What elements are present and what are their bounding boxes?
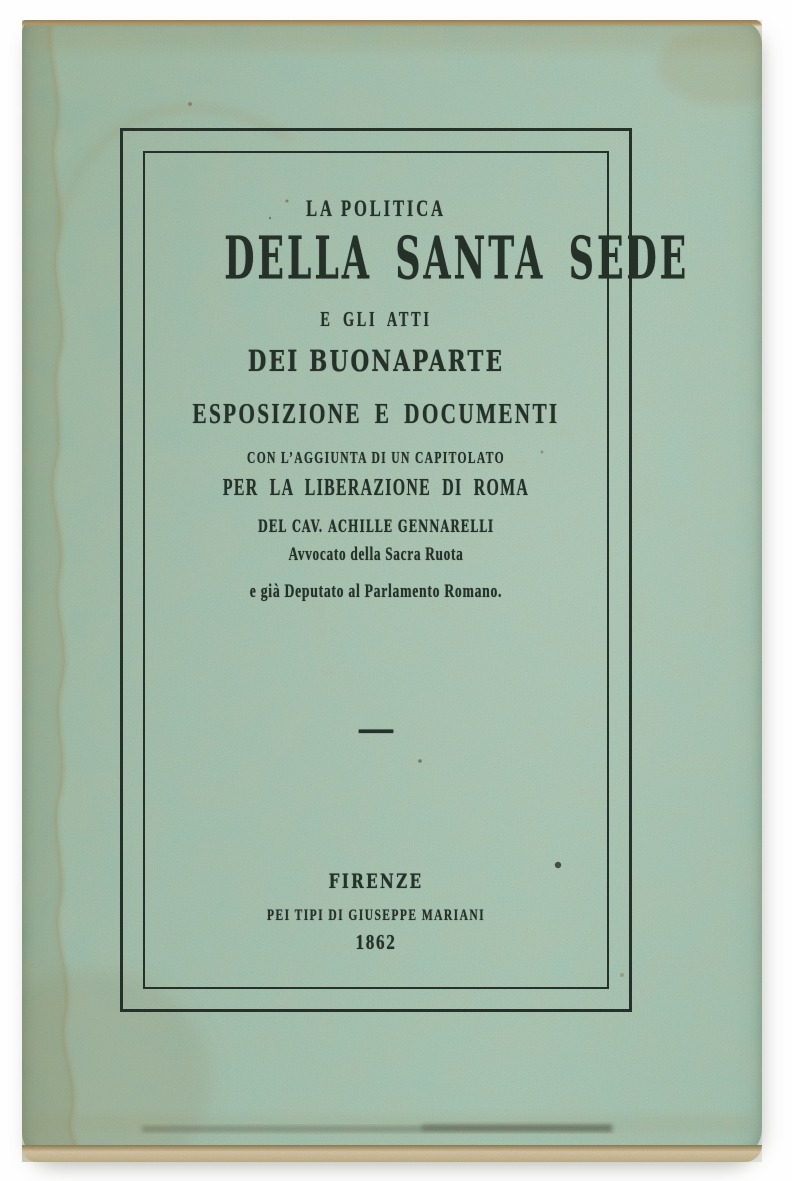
- series-line: LA POLITICA: [306, 196, 446, 221]
- author-credential-1: Avvocato della Sacra Ruota: [288, 544, 464, 565]
- secondary-title: DEI BUONAPARTE: [247, 344, 505, 378]
- descriptor-line: ESPOSIZIONE E DOCUMENTI: [192, 399, 560, 430]
- author-line: DEL CAV. ACHILLE GENNARELLI: [257, 517, 495, 537]
- book-bottom-pages-edge: [22, 1145, 762, 1162]
- connector-line: E GLI ATTI: [320, 307, 432, 331]
- imprint-year: 1862: [355, 930, 397, 954]
- addendum-line-2: PER LA LIBERAZIONE DI ROMA: [222, 475, 530, 501]
- imprint-city: FIRENZE: [328, 869, 424, 893]
- book-cover: [22, 20, 762, 1162]
- separator-rule-glyph: —: [359, 699, 393, 755]
- addendum-line-1: CON L’AGGIUNTA DI UN CAPITOLATO: [247, 448, 505, 467]
- separator-rule: [123, 699, 629, 755]
- double-rule-frame-outer: [120, 128, 690, 1012]
- author-credential-2: e già Deputato al Parlamento Romano.: [249, 581, 503, 602]
- main-title: DELLA SANTA SEDE: [224, 223, 690, 293]
- imprint-printer: PEI TIPI DI GIUSEPPE MARIANI: [266, 907, 486, 924]
- book-top-edge: [22, 20, 762, 27]
